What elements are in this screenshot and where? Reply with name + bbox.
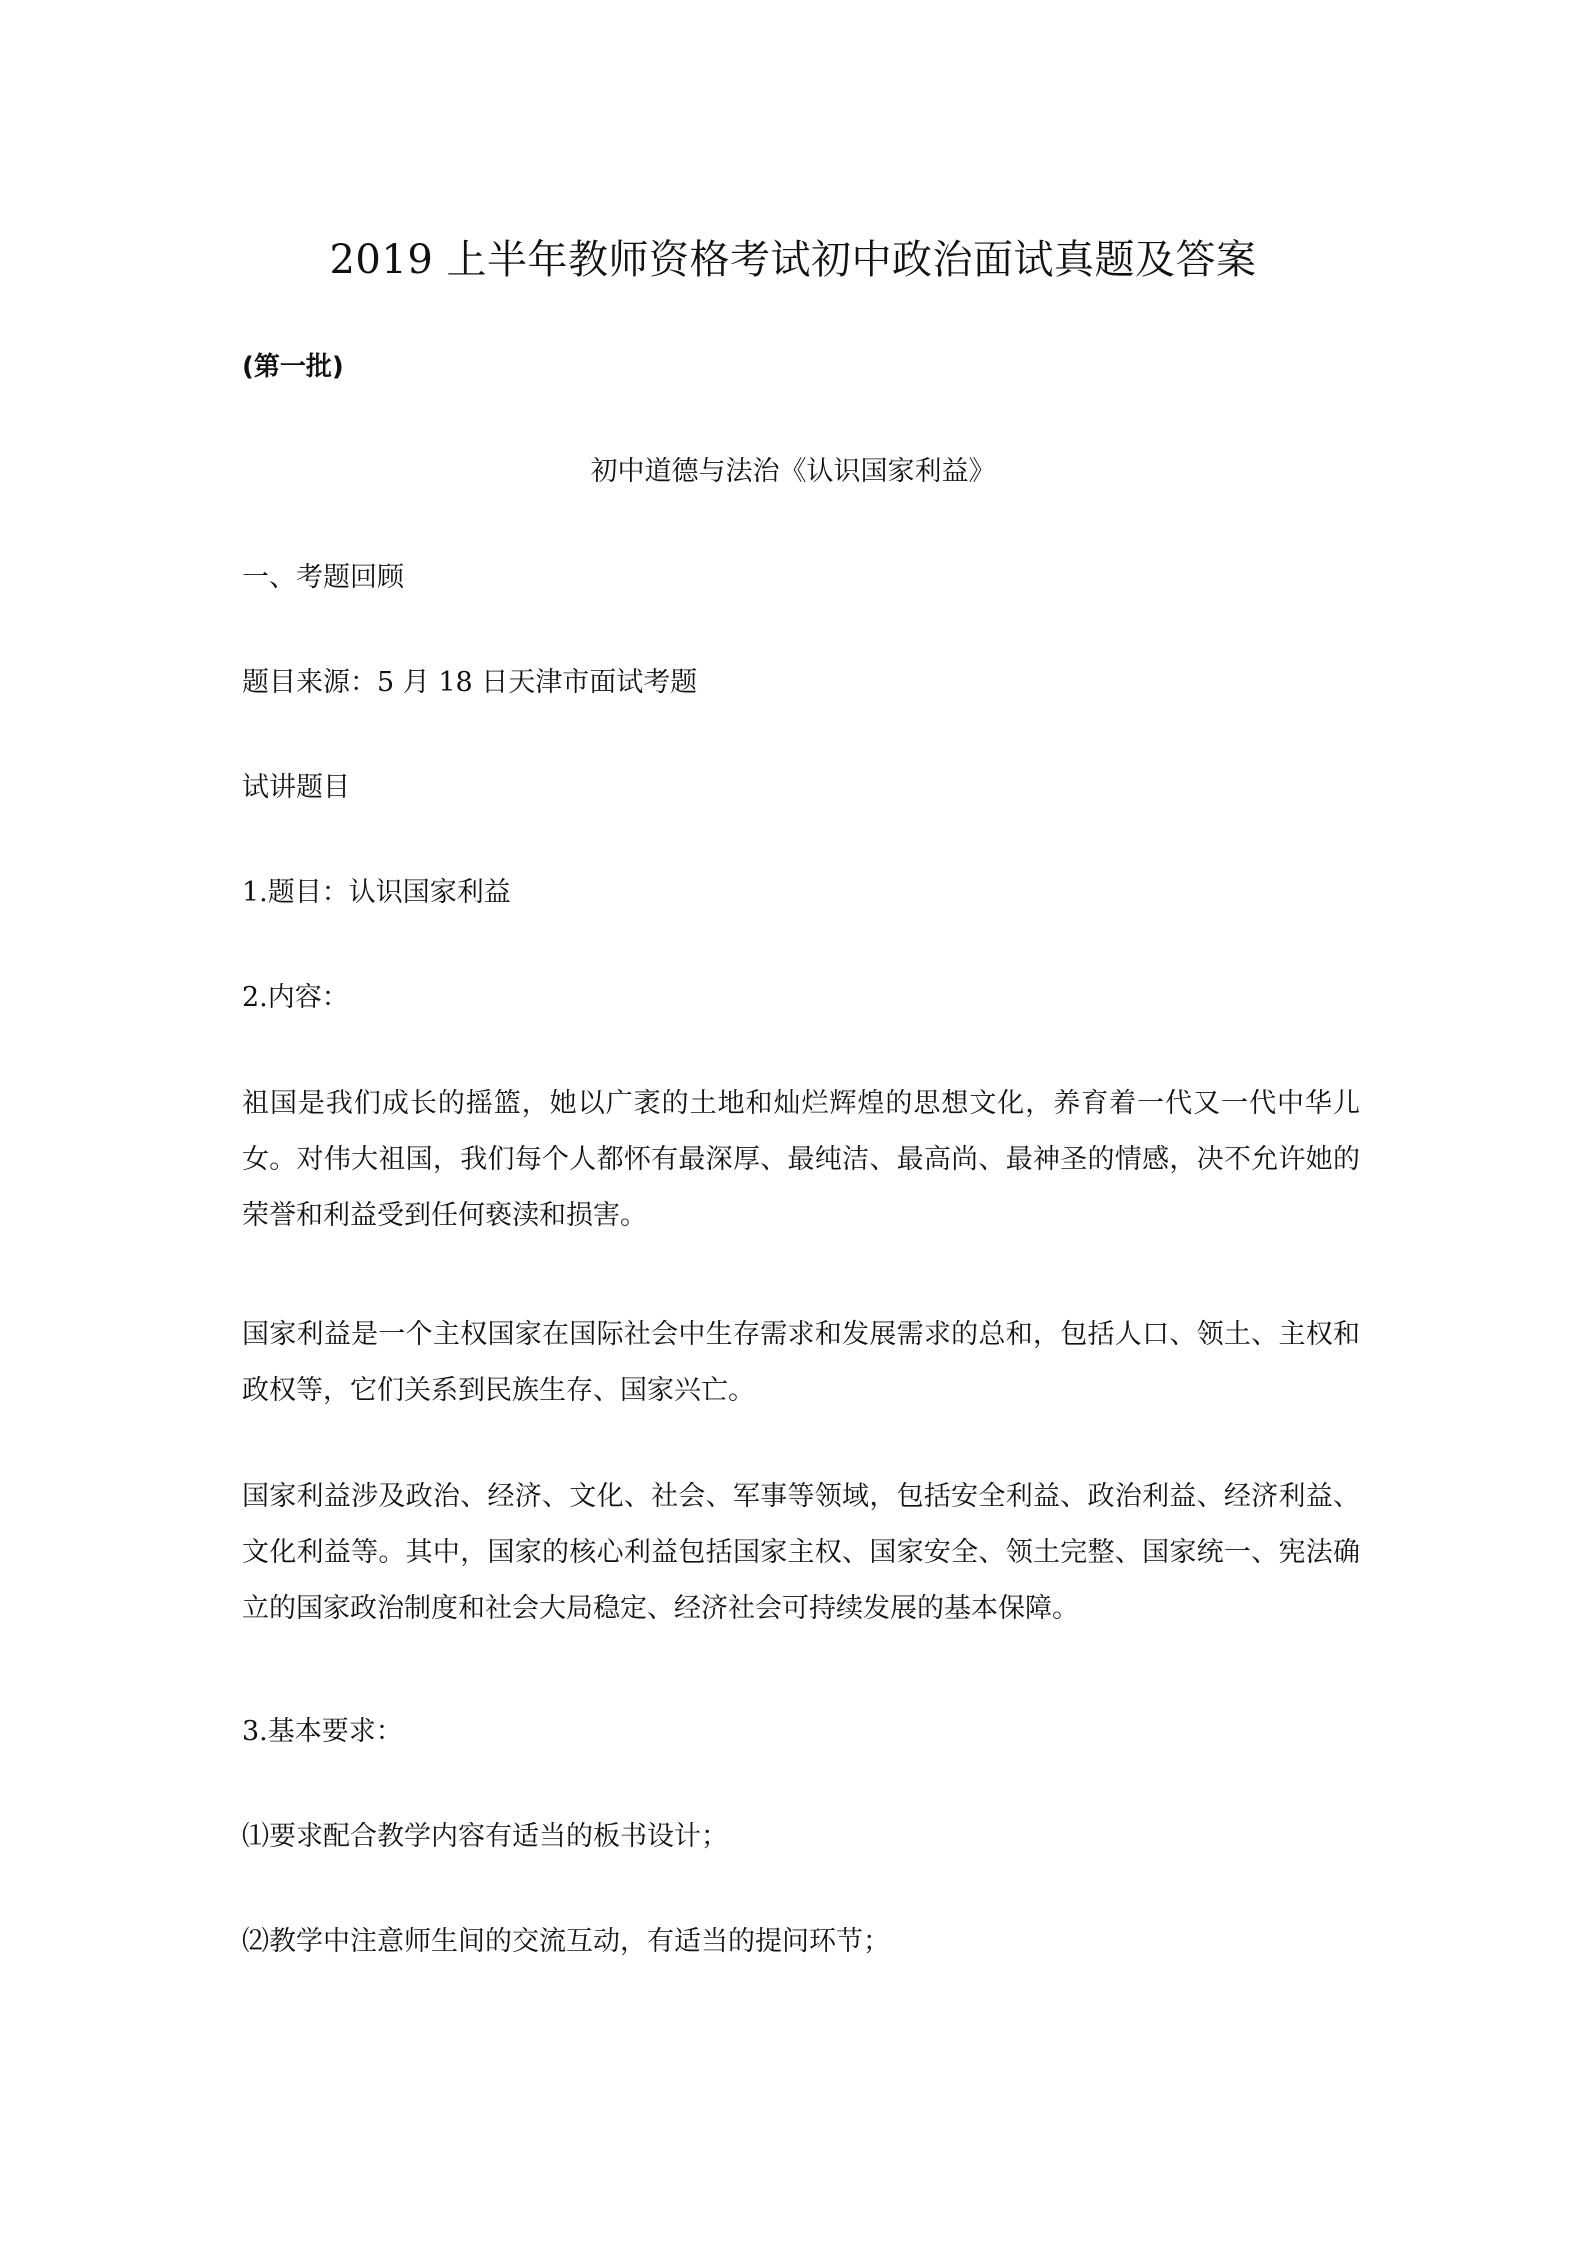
item-topic: 1.题目：认识国家利益 bbox=[242, 877, 511, 908]
section-heading: 一、考题回顾 bbox=[242, 562, 404, 593]
requirement-1: ⑴要求配合教学内容有适当的板书设计； bbox=[242, 1821, 728, 1852]
batch-label: (第一批) bbox=[242, 352, 344, 382]
lecture-heading: 试讲题目 bbox=[242, 772, 350, 803]
item-requirements: 3.基本要求： bbox=[242, 1716, 403, 1747]
content-paragraph-3: 国家利益涉及政治、经济、文化、社会、军事等领域，包括安全利益、政治利益、经济利益、文化利益等。其中，国家的核心利益包括国家主权、国家安全、领土完整、国家统一、宪法确立的国家政治制度和社会大局稳定、经济社会可持续发展的基本保障。 bbox=[242, 1481, 1360, 1624]
lesson-subtitle: 初中道德与法治《认识国家利益》 bbox=[590, 456, 996, 487]
document-title: 2019 上半年教师资格考试初中政治面试真题及答案 bbox=[329, 237, 1257, 283]
content-paragraph-1: 祖国是我们成长的摇篮，她以广袤的土地和灿烂辉煌的思想文化，养育着一代又一代中华儿女。对伟大祖国，我们每个人都怀有最深厚、最纯洁、最高尚、最神圣的情感，决不允许她的荣誉和利益受到任何亵渎和损害。 bbox=[242, 1088, 1360, 1231]
content-paragraph-2: 国家利益是一个主权国家在国际社会中生存需求和发展需求的总和，包括人口、领土、主权和政权等，它们关系到民族生存、国家兴亡。 bbox=[242, 1319, 1360, 1406]
requirement-2: ⑵教学中注意师生间的交流互动，有适当的提问环节； bbox=[242, 1926, 890, 1957]
question-source: 题目来源：5 月 18 日天津市面试考题 bbox=[242, 667, 698, 698]
item-content: 2.内容： bbox=[242, 982, 349, 1013]
